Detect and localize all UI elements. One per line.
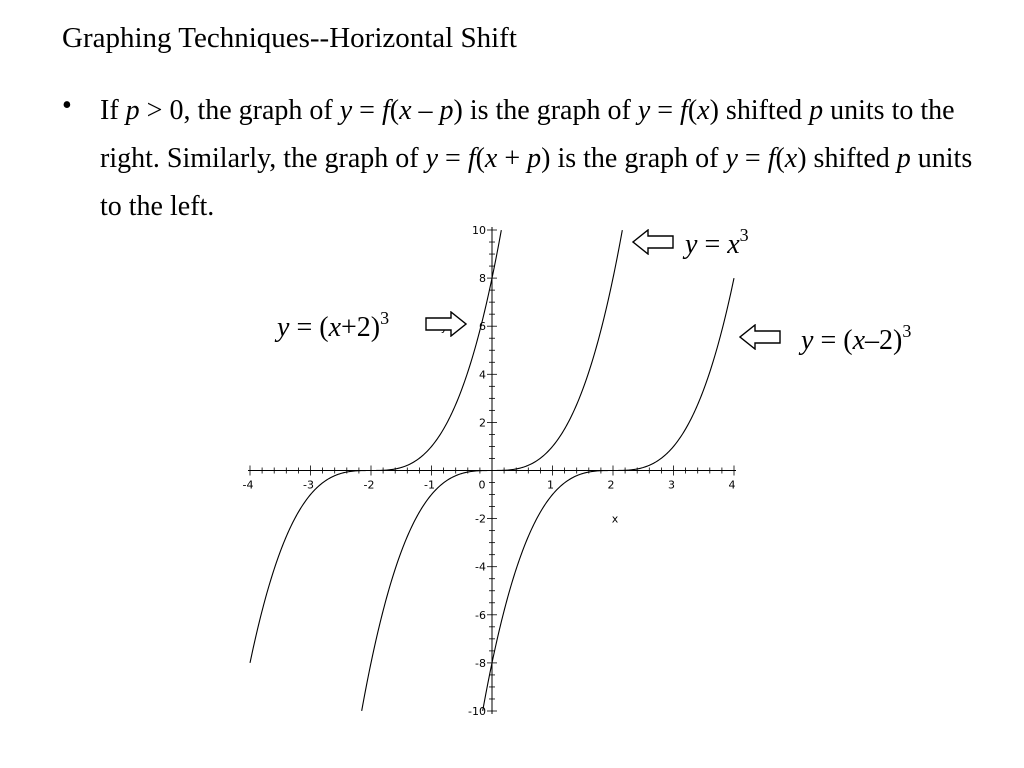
math-symbol: f [680, 95, 688, 126]
curve-series-3 [483, 278, 734, 711]
label-text: = ( [289, 312, 329, 343]
label-exponent: 3 [902, 321, 912, 341]
math-symbol: x [697, 95, 710, 126]
math-symbol: y [339, 95, 353, 126]
y-tick-label: -8 [475, 656, 486, 670]
text-run: ( [775, 143, 785, 174]
label-text: –2) [865, 325, 903, 356]
x-tick-label: 1 [547, 478, 554, 492]
x-tick-label: -1 [424, 478, 435, 492]
label-cube [685, 225, 749, 261]
label-var: y [685, 229, 698, 260]
label-exponent: 3 [739, 225, 749, 245]
text-run: ( [475, 143, 485, 174]
math-symbol: p [527, 143, 542, 174]
x-tick-label: -4 [242, 478, 254, 492]
x-axis-label: x [611, 512, 619, 526]
y-tick-label: -4 [475, 560, 486, 574]
y-tick-label: 4 [479, 368, 486, 382]
math-symbol: x [784, 143, 798, 174]
x-tick-label: 0 [478, 478, 486, 492]
label-text: = [697, 229, 728, 260]
text-run: If [100, 95, 126, 126]
math-symbol: f [767, 143, 776, 174]
text-run: ( [687, 95, 698, 126]
text-run: + [497, 143, 528, 174]
label-x: x [727, 229, 740, 260]
math-symbol: x [484, 143, 498, 174]
math-symbol: x [399, 95, 412, 126]
text-run: = [650, 95, 681, 126]
hollow-arrow-icon [425, 311, 467, 337]
math-symbol: p [896, 143, 911, 174]
y-tick-label: 10 [472, 224, 486, 237]
text-run: ) shifted [709, 95, 810, 126]
math-symbol: y [425, 143, 439, 174]
label-right-shift [801, 321, 911, 357]
math-symbol: p [809, 95, 824, 126]
label-exponent: 3 [380, 308, 390, 328]
y-tick-label: -6 [475, 608, 486, 622]
x-tick-label: -2 [363, 478, 375, 492]
label-var: y [801, 325, 814, 356]
math-symbol: y [725, 143, 738, 174]
hollow-arrow-icon [632, 229, 674, 255]
bullet-marker: • [62, 90, 72, 121]
label-left-shift [277, 308, 389, 344]
x-tick-label: -3 [303, 478, 314, 492]
y-tick-label: 8 [479, 272, 486, 286]
slide-title: Graphing Techniques--Horizontal Shift [62, 22, 517, 54]
text-run: = [737, 143, 768, 174]
math-symbol: p [125, 95, 140, 126]
text-run: ) shifted [797, 143, 897, 174]
label-x: x [328, 312, 341, 343]
text-run: > 0, the graph of [139, 95, 340, 126]
label-text: = ( [813, 325, 853, 356]
text-run: ) is the graph of [541, 143, 726, 174]
label-x: x [852, 325, 865, 356]
label-text: +2) [341, 312, 381, 343]
x-tick-label: 3 [668, 478, 675, 492]
text-run: units to the right. Similarly, the graph of [100, 95, 955, 174]
hollow-arrow-icon [739, 324, 781, 350]
text-run: units to the left. [100, 143, 973, 222]
text-run: – [411, 95, 440, 126]
text-run: ( [389, 95, 400, 126]
y-tick-label: 2 [479, 416, 486, 430]
y-tick-label: -2 [475, 512, 486, 526]
text-run: = [352, 95, 382, 126]
label-var: y [277, 312, 290, 343]
math-symbol: f [467, 143, 476, 174]
y-tick-label: -10 [468, 705, 486, 718]
math-symbol: y [637, 95, 651, 126]
text-run: = [438, 143, 468, 174]
math-symbol: p [439, 95, 454, 126]
math-symbol: f [381, 95, 390, 126]
curve-series-1 [250, 230, 501, 663]
y-tick-label: 6 [479, 320, 486, 334]
text-run: ) is the graph of [453, 95, 638, 126]
x-tick-label: 2 [607, 478, 615, 492]
x-tick-label: 4 [728, 478, 736, 492]
